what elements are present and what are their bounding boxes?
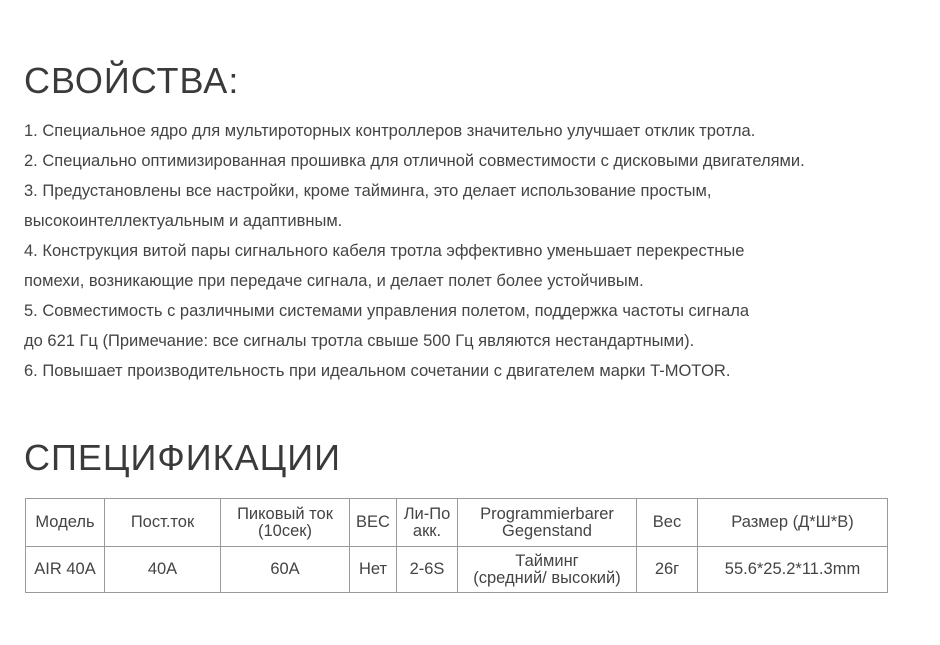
features-title: СВОЙСТВА: bbox=[24, 60, 240, 101]
header-model bbox=[26, 499, 105, 547]
cell-weight bbox=[637, 547, 698, 593]
header-line: Gegenstand bbox=[502, 521, 592, 540]
header-weight bbox=[637, 499, 698, 547]
cell-line: 40A bbox=[147, 560, 178, 578]
cell-line: 2-6S bbox=[409, 560, 445, 578]
header-lipo bbox=[397, 499, 458, 547]
specs-title: СПЕЦИФИКАЦИИ bbox=[24, 437, 341, 478]
header-line: Пиковый ток bbox=[237, 504, 333, 523]
cell-line: (средний/ высокий) bbox=[473, 568, 621, 587]
feature-list bbox=[24, 116, 914, 386]
header-line: Ли-По bbox=[403, 504, 451, 523]
header-line: Programmierbarer bbox=[480, 504, 614, 523]
cell-line: Тайминг bbox=[515, 551, 579, 570]
header-line: Модель bbox=[35, 513, 95, 531]
feature-line: помехи, возникающие при передаче сигнала, и делает полет более устойчивым. bbox=[24, 272, 644, 290]
header-line: Размер (Д*Ш*В) bbox=[731, 513, 854, 531]
cell-line: 26г bbox=[654, 560, 680, 578]
header-size bbox=[698, 499, 888, 547]
cell-programmable bbox=[458, 547, 637, 593]
feature-line: 6. Повышает производительность при идеальном сочетании с двигателем марки T-MOTOR. bbox=[24, 362, 731, 380]
header-line: (10сек) bbox=[258, 521, 312, 540]
cell-peak-current bbox=[221, 547, 350, 593]
cell-line: AIR 40A bbox=[34, 560, 96, 578]
spec-header-row bbox=[26, 499, 888, 547]
cell-bec bbox=[350, 547, 397, 593]
spec-table bbox=[25, 498, 888, 593]
feature-line: высокоинтеллектуальным и адаптивным. bbox=[24, 212, 343, 230]
spec-row bbox=[26, 547, 888, 593]
header-bec bbox=[350, 499, 397, 547]
cell-dc-current bbox=[105, 547, 221, 593]
cell-lipo bbox=[397, 547, 458, 593]
feature-line: 5. Совместимость с различными системами управления полетом, поддержка частоты сигнала bbox=[24, 302, 750, 320]
feature-line: до 621 Гц (Примечание: все сигналы тротла свыше 500 Гц являются нестандартными). bbox=[24, 332, 695, 350]
cell-line: Нет bbox=[358, 560, 388, 578]
cell-size bbox=[698, 547, 888, 593]
cell-line: 60A bbox=[270, 560, 300, 578]
header-line: акк. bbox=[412, 521, 442, 540]
header-peak-current bbox=[221, 499, 350, 547]
header-line: Пост.ток bbox=[130, 513, 195, 531]
feature-line: 3. Предустановлены все настройки, кроме тайминга, это делает использование простым, bbox=[24, 182, 712, 200]
cell-line: 55.6*25.2*11.3mm bbox=[724, 560, 861, 578]
feature-line: 2. Специально оптимизированная прошивка для отличной совместимости с дисковыми двигателями. bbox=[24, 152, 805, 170]
header-line: ВЕС bbox=[356, 513, 390, 531]
header-programmable bbox=[458, 499, 637, 547]
feature-line: 4. Конструкция витой пары сигнального кабеля тротла эффективно уменьшает перекрестные bbox=[24, 242, 745, 260]
cell-model bbox=[26, 547, 105, 593]
header-dc-current bbox=[105, 499, 221, 547]
feature-line: 1. Специальное ядро для мультироторных контроллеров значительно улучшает отклик тротла. bbox=[24, 122, 756, 140]
header-line: Вес bbox=[652, 513, 682, 531]
